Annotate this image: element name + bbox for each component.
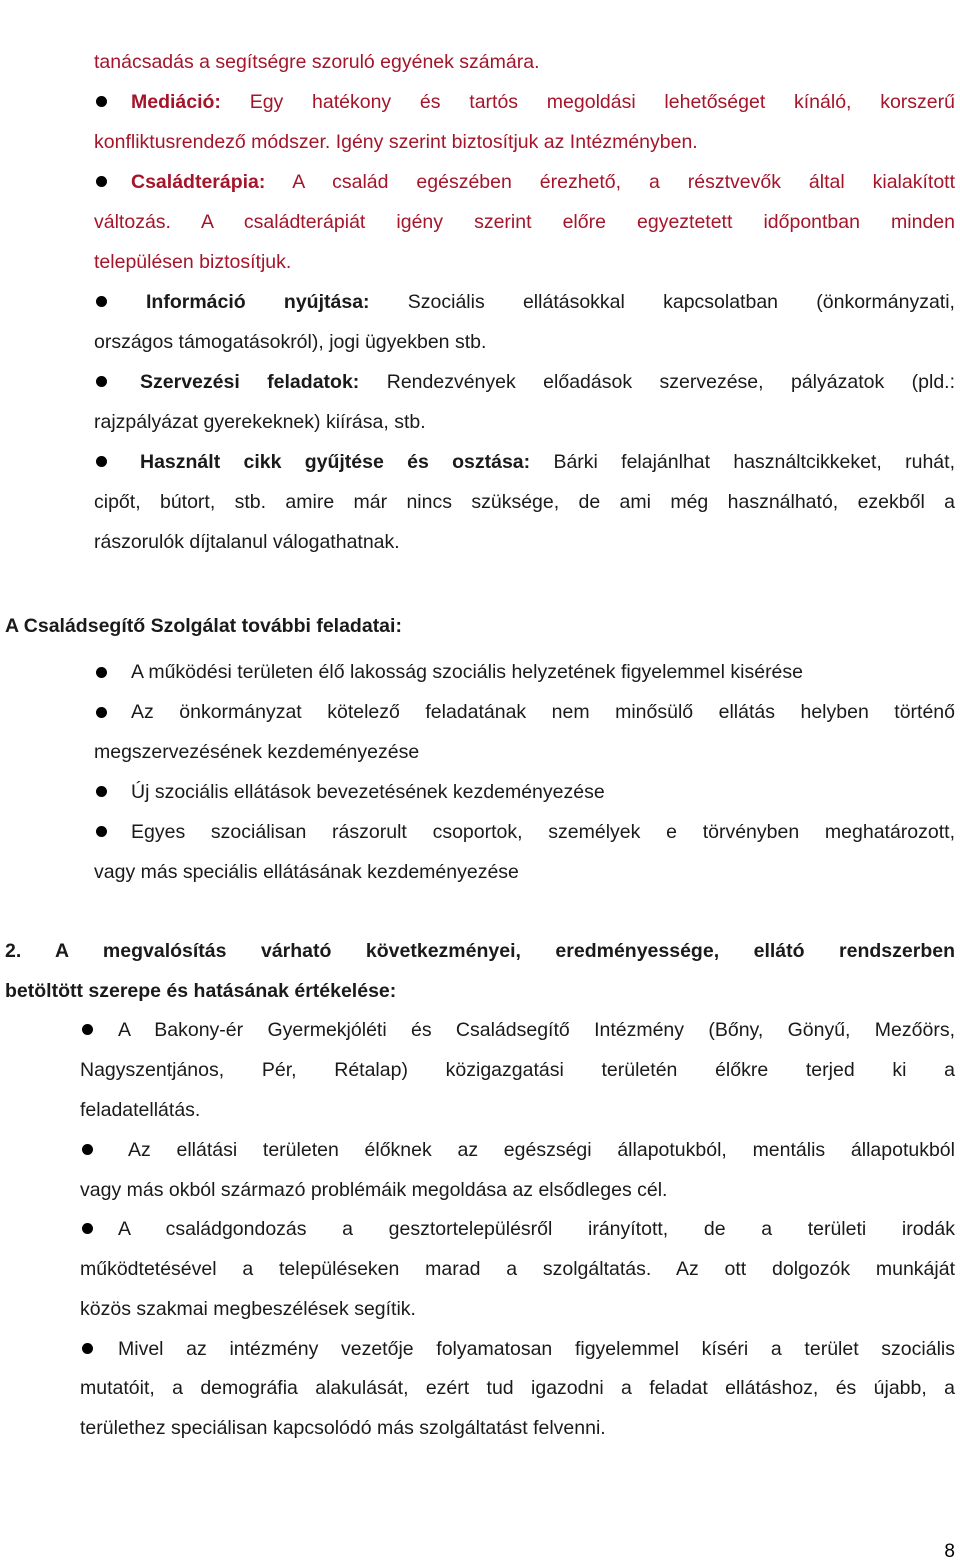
section3-p3-line1: A családgondozás a gesztortelepülésről irányított, de a területi irodák bbox=[118, 1218, 955, 1240]
bullet-icon bbox=[96, 296, 107, 307]
section3-p1-line3: feladatellátás. bbox=[80, 1099, 201, 1121]
section3-heading-line1: 2. A megvalósítás várható következményei, eredményessége, ellátó rendszerben bbox=[5, 940, 955, 962]
section2-heading: A Családsegítő Szolgálat további feladatai: bbox=[5, 615, 402, 637]
szervezesi-text: Rendezvények előadások szervezése, pályázatok (pld.: bbox=[386, 371, 956, 393]
section3-heading-line2: betöltött szerepe és hatásának értékelése: bbox=[5, 980, 397, 1002]
section3-p4-line3: területhez speciálisan kapcsolódó más szolgáltatást felvenni. bbox=[80, 1417, 606, 1439]
mediacio-term: Mediáció: bbox=[131, 91, 221, 113]
section3-p1-line2: Nagyszentjános, Pér, Rétalap) közigazgatási területén élőkre terjed ki a bbox=[80, 1059, 955, 1081]
section2-item2-line2: megszervezésének kezdeményezése bbox=[94, 741, 420, 763]
szervezesi-line2: rajzpályázat gyerekeknek) kiírása, stb. bbox=[94, 411, 426, 433]
hasznalt-line3: rászorulók díjtalanul válogathatnak. bbox=[94, 531, 400, 553]
csaladterapia-text: A család egészében érezhető, a résztvevők által kialakított bbox=[292, 171, 955, 193]
bullet-icon bbox=[96, 176, 107, 187]
hasznalt-text: Bárki felajánlhat használtcikkeket, ruhát, bbox=[553, 451, 955, 473]
hasznalt-line1 bbox=[140, 450, 955, 474]
hasznalt-term: Használt cikk gyűjtése és osztása: bbox=[140, 451, 531, 473]
csaladterapia-term: Családterápia: bbox=[131, 171, 266, 193]
csaladterapia-line2: változás. A családterápiát igény szerint előre egyeztetett időpontban minden bbox=[94, 211, 955, 233]
bullet-icon bbox=[96, 826, 107, 837]
bullet-icon bbox=[82, 1024, 93, 1035]
hasznalt-line2: cipőt, bútort, stb. amire már nincs szüksége, de ami még használható, ezekből a bbox=[94, 491, 955, 513]
mediacio-line2: konfliktusrendező módszer. Igény szerint biztosítjuk az Intézményben. bbox=[94, 131, 698, 153]
section2-item2-line1: Az önkormányzat kötelező feladatának nem minősülő ellátás helyben történő bbox=[131, 701, 955, 723]
bullet-icon bbox=[82, 1223, 93, 1234]
bullet-icon bbox=[96, 707, 107, 718]
bullet-icon bbox=[96, 456, 107, 467]
section2-item4-line2: vagy más speciális ellátásának kezdeményezése bbox=[94, 861, 519, 883]
section2-item1: A működési területen élő lakosság szociális helyzetének figyelemmel kisérése bbox=[131, 661, 803, 683]
section3-p4-line2: mutatóit, a demográfia alakulását, ezért tud igazodni a feladat ellátáshoz, és újabb, a bbox=[80, 1377, 955, 1399]
bullet-icon bbox=[96, 667, 107, 678]
mediacio-line1 bbox=[131, 90, 955, 114]
section3-p4-line1: Mivel az intézmény vezetője folyamatosan figyelemmel kíséri a terület szociális bbox=[118, 1338, 955, 1360]
section3-p3-line3: közös szakmai megbeszélések segítik. bbox=[80, 1298, 416, 1320]
informacio-line1 bbox=[146, 290, 955, 314]
bullet-icon bbox=[82, 1144, 93, 1155]
intro-line: tanácsadás a segítségre szoruló egyének számára. bbox=[94, 51, 540, 73]
section3-p2-line2: vagy más okból származó problémáik megoldása az elsődleges cél. bbox=[80, 1179, 668, 1201]
section2-item4-line1: Egyes szociálisan rászorult csoportok, személyek e törvényben meghatározott, bbox=[131, 821, 955, 843]
informacio-term: Információ nyújtása: bbox=[146, 291, 370, 313]
csaladterapia-line3: településen biztosítjuk. bbox=[94, 251, 292, 273]
mediacio-text: Egy hatékony és tartós megoldási lehetőséget kínáló, korszerű bbox=[249, 91, 955, 113]
page-number: 8 bbox=[944, 1541, 955, 1562]
section3-p3-line2: működtetésével a településeken marad a szolgáltatás. Az ott dolgozók munkáját bbox=[80, 1258, 955, 1280]
bullet-icon bbox=[96, 96, 107, 107]
csaladterapia-line1 bbox=[131, 170, 955, 194]
szervezesi-term: Szervezési feladatok: bbox=[140, 371, 360, 393]
section2-item3: Új szociális ellátások bevezetésének kezdeményezése bbox=[131, 781, 605, 803]
bullet-icon bbox=[82, 1343, 93, 1354]
section3-p1-line1: A Bakony-ér Gyermekjóléti és Családsegítő Intézmény (Bőny, Gönyű, Mezőörs, bbox=[118, 1019, 955, 1041]
bullet-icon bbox=[96, 376, 107, 387]
section3-p2-line1: Az ellátási területen élőknek az egészségi állapotukból, mentális állapotukból bbox=[128, 1139, 955, 1161]
bullet-icon bbox=[96, 786, 107, 797]
informacio-line2: országos támogatásokról), jogi ügyekben stb. bbox=[94, 331, 487, 353]
szervezesi-line1 bbox=[140, 370, 955, 394]
informacio-text: Szociális ellátásokkal kapcsolatban (önkormányzati, bbox=[407, 291, 955, 313]
